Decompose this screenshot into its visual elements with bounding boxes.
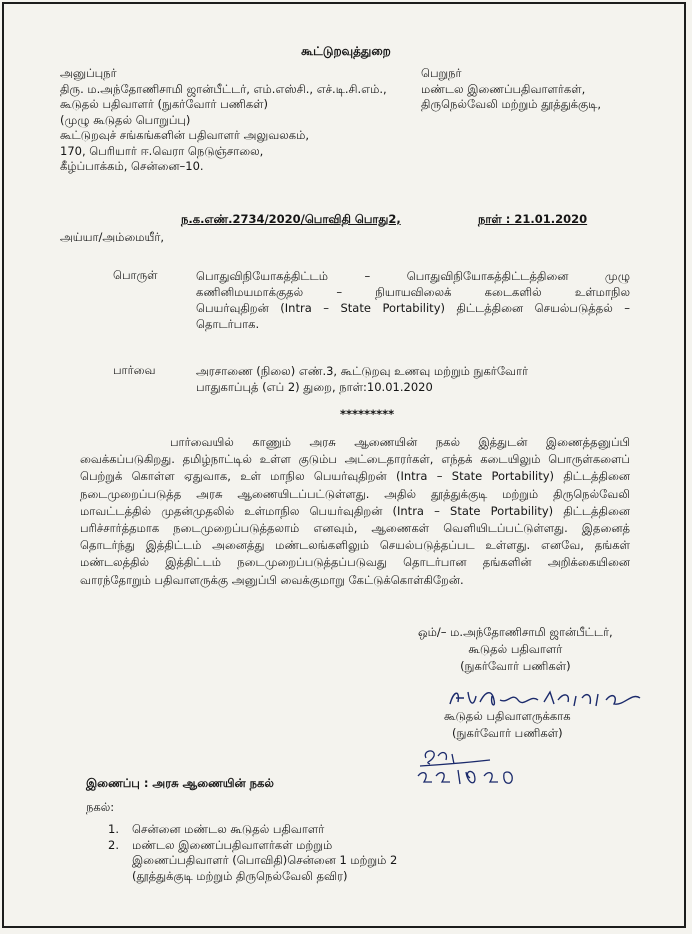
subject-line: கணினிமயமாக்குதல் – நியாயவிலைக் கடைகளில் உள்மாநில (196, 285, 630, 299)
signature-line: ஒம்/– ம.அந்தோணிசாமி ஜான்பீட்டர், (418, 625, 613, 639)
countersign-line: கூடுதல் பதிவாளருக்காக (444, 709, 571, 723)
copy-list (108, 822, 397, 884)
list-item-text: இணைப்பதிவாளர் (பொவிதி)சென்னை 1 மற்றும் 2 (132, 853, 398, 867)
enclosure: இணைப்பு : அரசு ஆணையின் நகல் (86, 776, 274, 790)
signature-block (418, 624, 613, 675)
list-item (108, 822, 397, 838)
body-line: மண்டலத்தில் இத்திட்டம் நடைமுறைப்படுத்தப்படுவது தொடர்பான தங்களின் அறிக்கையினை (80, 555, 630, 570)
list-item-number: 2. (108, 837, 119, 852)
salutation: அய்யா/அம்மையீர், (60, 230, 165, 244)
sender-block (60, 66, 387, 175)
subject-line: பொதுவிநியோகத்திட்டம் – பொதுவிநியோகத்திட்டத்தினை முழு (196, 269, 630, 283)
sender-line: கூடுதல் பதிவாளர் (நுகர்வோர் பணிகள்) (60, 97, 269, 111)
signature-line: கூடுதல் பதிவாளர் (468, 642, 563, 656)
recipient-line: திருநெல்வேலி மற்றும் தூத்துக்குடி, (421, 97, 601, 111)
copy-label: நகல்: (86, 800, 115, 814)
recipient-heading: பெறுநர் (421, 66, 462, 80)
reference-label: பார்வை (113, 363, 156, 377)
list-item-text: சென்னை மண்டல கூடுதல் பதிவாளர் (132, 822, 325, 836)
body-paragraph (80, 434, 630, 589)
recipient-block (421, 66, 601, 113)
body-line: வாரந்தோறும் பதிவாளருக்கு அனுப்பி வைக்குமாறு கேட்டுக்கொள்கிறேன். (80, 572, 464, 587)
subject-line: தொடர்பாக. (196, 317, 260, 331)
list-item-text: மண்டல இணைப்பதிவாளர்கள் மற்றும் (132, 837, 333, 852)
body-line: தொடர்ந்து இத்திட்டம் அனைத்து மண்டலங்களிலும் செயல்படுத்தப்பட உள்ளது. எனவே, தங்கள் (80, 538, 630, 553)
sender-line: 170, பெரியார் ஈ.வெரா நெடுஞ்சாலை, (60, 143, 264, 158)
countersign-block (444, 708, 571, 742)
list-item (108, 838, 397, 885)
body-line: நடைமுறைப்படுத்த அரசு ஆணையிடப்பட்டுள்ளது. அதில் தூத்துக்குடி மற்றும் திருநெல்வேலி (80, 486, 630, 501)
letter-date: நாள் : 21.01.2020 (478, 212, 588, 226)
separator: ********* (340, 407, 395, 421)
handwritten-initials-date (412, 746, 522, 790)
subject-text (196, 268, 630, 332)
list-item-number: 1. (108, 822, 119, 836)
list-item-text: (தூத்துக்குடி மற்றும் திருநெல்வேலி தவிர) (132, 868, 348, 883)
body-line: பெற்றுக் கொள்ள ஏதுவாக, உள் மாநில பெயர்வுதிறன் (Intra – State Portability) திட்டத்தினை (80, 469, 630, 484)
subject-label: பொருள் (113, 268, 158, 282)
reference-number: ந.க.எண்.2734/2020/பொவிதி பொது2, (181, 212, 401, 226)
signature-line: (நுகர்வோர் பணிகள்) (460, 659, 571, 673)
body-line: பரிச்சார்த்தமாக நடைமுறைப்படுத்தலாம் எனவும், ஆணைகள் வெளியிடப்பட்டுள்ளது. இதனைத் (80, 521, 630, 536)
sender-line: கீழ்ப்பாக்கம், சென்னை–10. (60, 159, 204, 173)
recipient-line: மண்டல இணைப்பதிவாளர்கள், (421, 81, 586, 96)
sender-line: கூட்டுறவுச் சங்கங்களின் பதிவாளர் அலுவலகம், (60, 128, 310, 142)
body-line: பார்வையில் காணும் அரசு ஆணையின் நகல் இத்துடன் இணைத்தனுப்பி (170, 435, 630, 449)
reference-line: அரசாணை (நிலை) எண்.3, கூட்டுறவு உணவு மற்றும் நுகர்வோர் (196, 364, 529, 378)
subject-line: பெயர்வுதிறன் (Intra – State Portability) திட்டத்தினை செயல்படுத்தல் – (196, 301, 630, 315)
countersign-line: (நுகர்வோர் பணிகள்) (452, 726, 563, 740)
reference-line: பாதுகாப்புத் (எப் 2) துறை, நாள்:10.01.2020 (196, 380, 433, 394)
sender-line: திரு. ம.அந்தோணிசாமி ஜான்பீட்டர், எம்.எஸ்சி., எச்.டி.சி.எம்., (60, 81, 387, 96)
sender-line: (முழு கூடுதல் பொறுப்பு) (60, 112, 191, 127)
sender-heading: அனுப்புநர் (60, 66, 117, 80)
body-line: மாவட்டத்தில் முதன்முதலில் உள்மாநில பெயர்வுதிறன் (Intra – State Portability) திட்டத்தினை (80, 503, 630, 518)
department-title: கூட்டுறவுத்துறை (301, 44, 391, 58)
body-line: வைக்கப்படுகிறது. தமிழ்நாட்டில் உள்ள குடும்ப அட்டைதாரர்கள், எந்தக் கடையிலும் பொருள்களைப் (80, 452, 630, 467)
reference-text (196, 363, 528, 395)
